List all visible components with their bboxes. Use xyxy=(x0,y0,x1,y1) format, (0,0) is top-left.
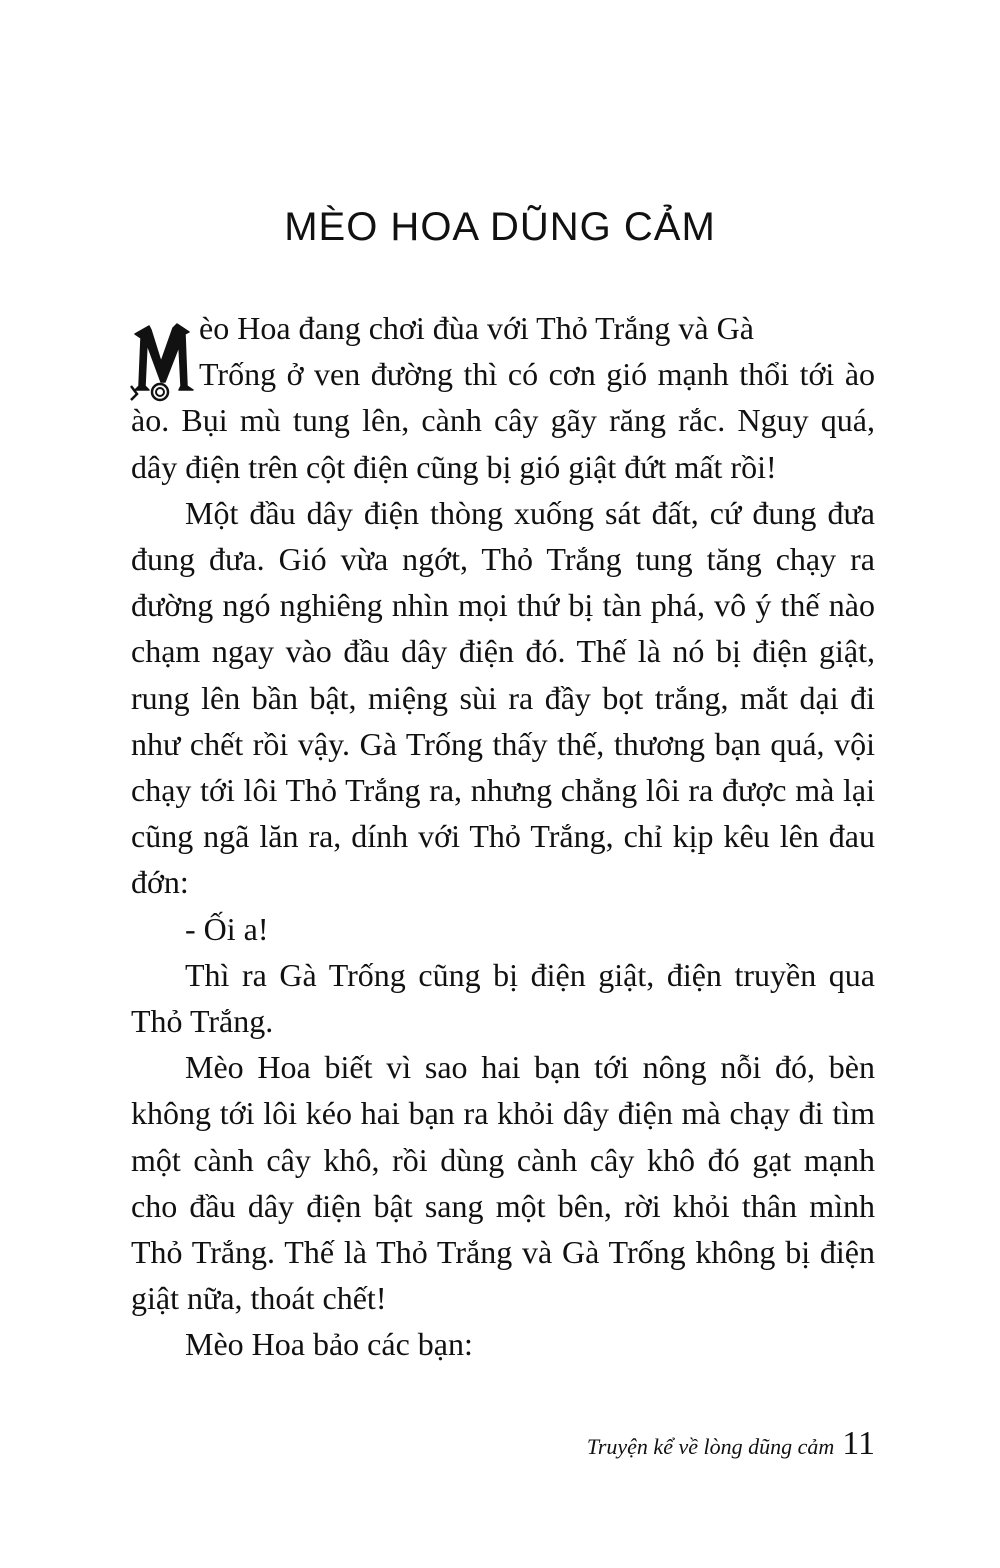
page-footer xyxy=(587,1425,875,1463)
paragraph-1-rest: ào ào. Bụi mù tung lên, cành cây gãy răng rắc. Nguy quá, dây điện trên cột điện cũng bị gió giật đứt mất rồi! xyxy=(131,356,876,485)
page-number: 11 xyxy=(842,1425,875,1462)
paragraph-1-opening xyxy=(131,310,754,346)
paragraph-1 xyxy=(131,305,875,490)
story-title: MÈO HOA DŨNG CẢM xyxy=(284,205,716,249)
paragraph-2: Một đầu dây điện thòng xuống sát đất, cứ đung đưa đung đưa. Gió vừa ngớt, Thỏ Trắng tung tăng chạy ra đường ngó nghiêng nhìn mọi thứ bị tàn phá, vô ý thế nào chạm ngay vào đầu dây điện đó. Thế là nó bị điện giật, rung lên bần bật, miệng sùi ra đầy bọt trắng, mắt dại đi như chết rồi vậy. Gà Trống thấy thế, thương bạn quá, vội chạy tới lôi Thỏ Trắng ra, nhưng chẳng lôi ra được mà lại cũng ngã lăn ra, dính với Thỏ Trắng, chỉ kịp kêu lên đau đớn: xyxy=(131,494,875,901)
paragraph-4: Thì ra Gà Trống cũng bị điện giật, điện truyền qua Thỏ Trắng. xyxy=(131,956,875,1040)
paragraph-5: Mèo Hoa biết vì sao hai bạn tới nông nỗi đó, bèn không tới lôi kéo hai bạn ra khỏi dây điện mà chạy đi tìm một cành cây khô, rồi dùng cành cây khô đó gạt mạnh cho đầu dây điện bật sang một bên, rời khỏi thân mình Thỏ Trắng. Thế là Thỏ Trắng và Gà Trống không bị điện giật nữa, thoát chết! xyxy=(131,1049,875,1317)
story-body xyxy=(131,305,875,1368)
paragraph-6: Mèo Hoa bảo các bạn: xyxy=(185,1326,473,1363)
paragraph-1-line-1: èo Hoa đang chơi đùa với Thỏ Trắng và Gà xyxy=(199,310,754,346)
decorative-drop-cap-m-icon xyxy=(127,316,197,402)
paragraph-3: - Ối a! xyxy=(185,910,269,947)
paragraph-1-line-2: Trống ở ven đường thì có cơn gió mạnh thổi tới xyxy=(199,356,835,393)
running-book-title: Truyện kể về lòng dũng cảm xyxy=(586,1434,835,1459)
